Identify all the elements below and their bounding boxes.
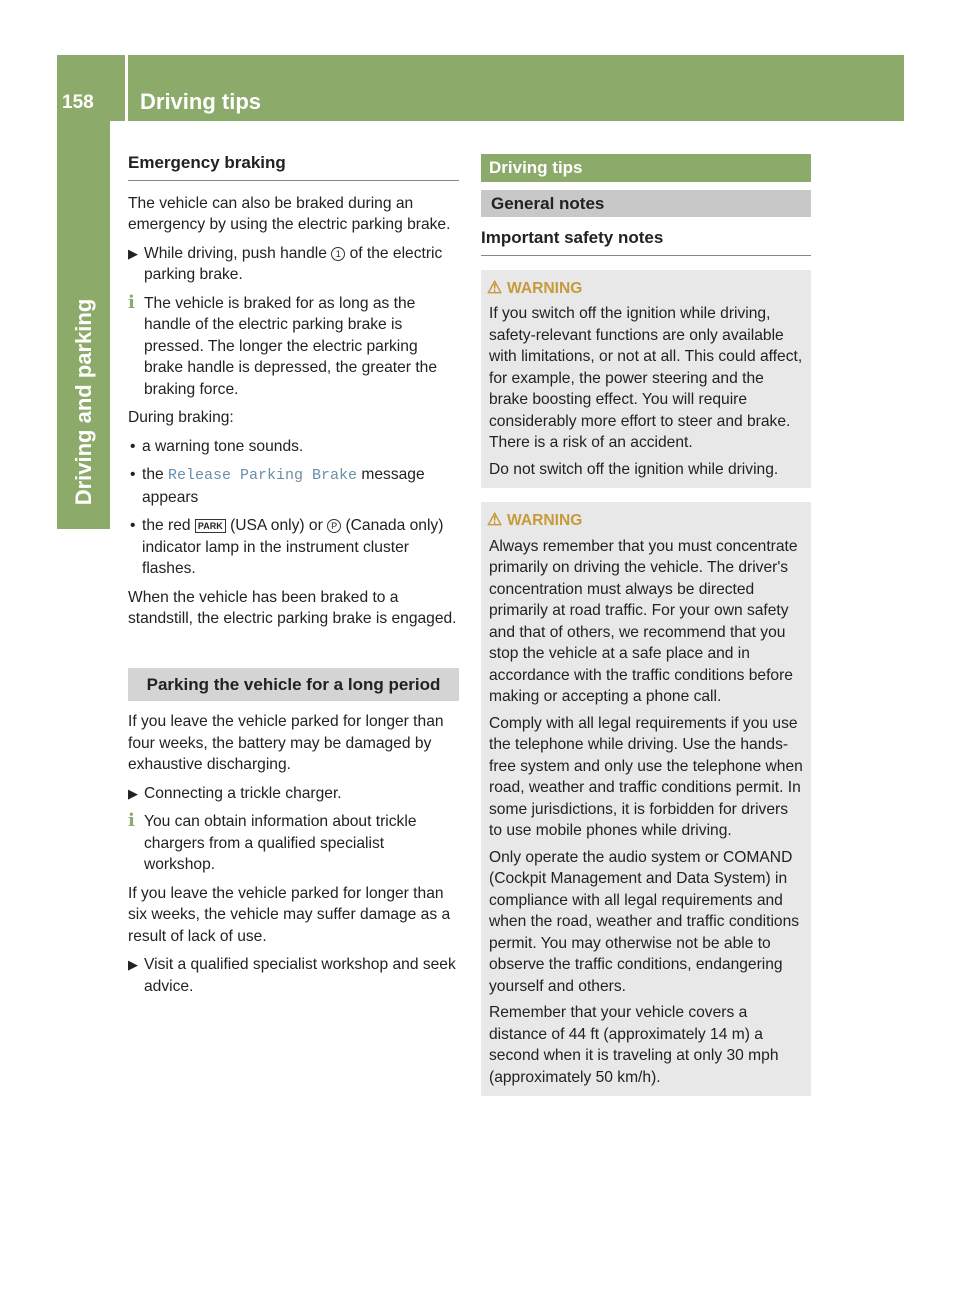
heading-safety-notes: Important safety notes xyxy=(481,227,811,256)
list-item: • the red PARK (USA only) or P (Canada only) indicator lamp in the instrument cluster flashes. xyxy=(130,517,444,577)
paragraph: During braking: xyxy=(128,409,234,426)
left-column xyxy=(128,152,459,997)
warning-text: Remember that your vehicle covers a distance of 44 ft (approximately 14 m) a second when it is traveling at only 30 mph (approximately 50 km/h). xyxy=(489,1004,779,1086)
list-item: • a warning tone sounds. xyxy=(130,437,304,455)
step-item: ▶ While driving, push handle 1 of the electric parking brake. xyxy=(128,244,443,283)
warning-icon: ⚠ xyxy=(487,277,503,297)
page-title: Driving tips xyxy=(140,89,262,114)
step-arrow-icon: ▶ xyxy=(128,957,138,972)
parking-brake-icon: P xyxy=(327,519,341,533)
warning-icon: ⚠ xyxy=(487,510,503,529)
side-tab-label: Driving and parking xyxy=(71,298,96,506)
info-icon: i xyxy=(128,291,135,313)
sub-heading: General notes xyxy=(481,190,811,217)
info-note: i You can obtain information about trickle chargers from a qualified specialist workshop. xyxy=(128,810,417,873)
step-item: ▶ Connecting a trickle charger. xyxy=(128,783,459,805)
info-icon: i xyxy=(128,810,135,831)
warning-text: If you switch off the ignition while driving, safety-relevant functions are only available with limitations, or not at all. This could affect, for example, the power steering and the brake boosting effect. You will require considerably more effort to steer and brake. There is a risk of an accident. xyxy=(489,305,803,451)
warning-box: ⚠ WARNING If you switch off the ignition while driving, safety-relevant functions are only available with limitations, or not at all. This could affect, for example, the power steering and the brake boosting effect. You will require considerably more effort to steer and brake. There is a risk of an accident. Do not switch off the ignition while driving. xyxy=(481,270,811,489)
paragraph: If you leave the vehicle parked for longer than four weeks, the battery may be damaged by exhaustive discharging. xyxy=(128,713,444,773)
heading-emergency-braking: Emergency braking xyxy=(128,152,459,181)
paragraph: If you leave the vehicle parked for longer than six weeks, the vehicle may suffer damage as a result of lack of use. xyxy=(128,884,451,945)
warning-text: Do not switch off the ignition while driving. xyxy=(489,460,779,478)
right-column xyxy=(481,154,811,1110)
header-divider xyxy=(125,55,128,121)
step-item: ▶ Visit a qualified specialist workshop and seek advice. xyxy=(128,956,456,995)
step-arrow-icon: ▶ xyxy=(128,245,138,261)
handle-number-icon: 1 xyxy=(331,247,345,261)
warning-box: ⚠ WARNING Always remember that you must concentrate primarily on driving the vehicle. The driver's concentration must always be directed primarily at road traffic. For your own safety and that of others, we recommend that you stop the vehicle at a safe place and in accordance with the traffic conditions before making or accepting a phone call. Comply with all legal requirements if you use the telephone while driving. Use the hands-free system and only use the telephone when road, weather and traffic conditions permit. In some jurisdictions, it is forbidden for drivers to use mobile phones while driving. Only operate the audio system or COMAND (Cockpit Management and Data System) in compliance with all legal requirements and when the road, weather and traffic conditions permit. You may otherwise not be able to observe the traffic conditions, endangering yourself and others. Remember that your vehicle covers a distance of 44 ft (approximately 14 m) a second when it is traveling at only 30 mph (approximately 50 km/h). xyxy=(481,502,811,1096)
display-message: Release Parking Brake xyxy=(168,467,358,484)
page-number: 158 xyxy=(62,92,94,113)
info-note: i The vehicle is braked for as long as the handle of the electric parking brake is pressed. The longer the electric parking brake handle is depressed, the greater the braking force. xyxy=(128,291,438,398)
paragraph: The vehicle can also be braked during an emergency by using the electric parking brake. xyxy=(128,194,451,233)
section-heading: Driving tips xyxy=(481,154,811,182)
warning-text: Only operate the audio system or COMAND (Cockpit Management and Data System) in compliance with all legal requirements and when the road, weather and traffic conditions permit. You may otherwise not be able to observe the traffic conditions, endangering yourself and others. xyxy=(489,848,800,995)
warning-text: Always remember that you must concentrate primarily on driving the vehicle. The driver's concentration must always be directed primarily at road traffic. For your own safety and that of others, we recommend that you stop the vehicle at a safe place and in accordance with the traffic conditions before making or accepting a phone call. xyxy=(489,537,798,705)
step-arrow-icon: ▶ xyxy=(128,785,138,801)
heading-long-period: Parking the vehicle for a long period xyxy=(128,668,459,702)
paragraph: When the vehicle has been braked to a standstill, the electric parking brake is engaged. xyxy=(128,588,457,627)
park-lamp-icon: PARK xyxy=(195,519,226,533)
warning-text: Comply with all legal requirements if you use the telephone while driving. Use the hands-free system and only use the telephone when road, weather and traffic conditions permit. In some jurisdictions, it is forbidden for drivers to use mobile phones while driving. xyxy=(489,714,803,839)
list-item: • the Release Parking Brake message appears xyxy=(130,466,425,506)
